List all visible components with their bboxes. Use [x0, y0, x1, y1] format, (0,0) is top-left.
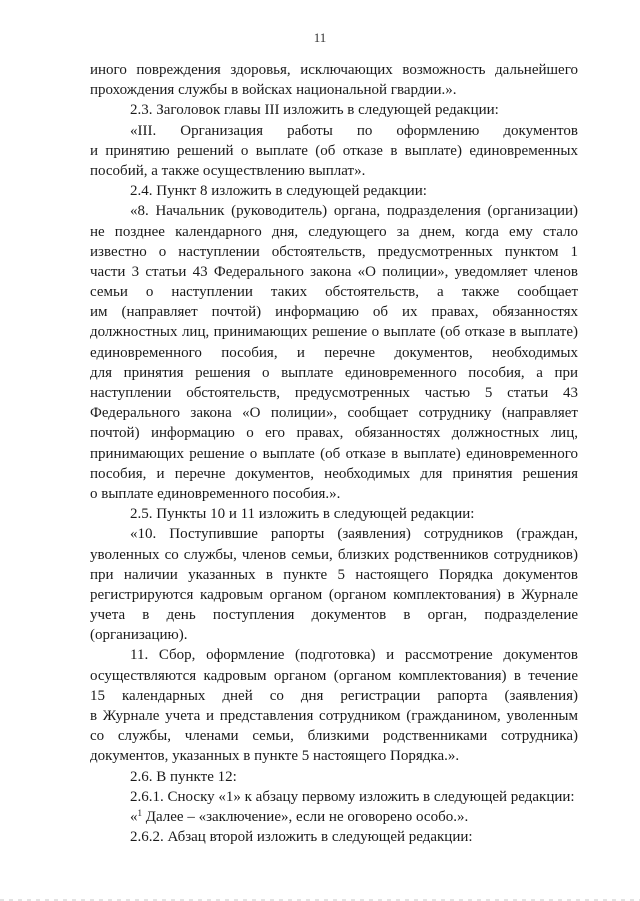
page-number: 11 [313, 30, 327, 45]
text-line: 2.5. Пункты 10 и 11 изложить в следующей редакции: [130, 506, 475, 523]
text-line: осуществляются кадровым органом (органом комплектования) в течение [90, 667, 578, 684]
text-line: учета в день поступления документов в орган, подразделение [90, 607, 578, 624]
text-line: (организацию). [90, 627, 188, 644]
text-line: уволенных со службы, членов семьи, близких родственников сотрудников) [90, 546, 578, 563]
text-line: прохождения службы в войсках национальной гвардии.». [90, 82, 457, 99]
text-line: «III. Организация работы по оформлению документов [130, 122, 578, 139]
footnote-marker: 1 [137, 807, 142, 818]
text-line: Федерального закона «О полиции», сообщает сотруднику (направляет [90, 405, 578, 422]
text-line: должностных лиц, принимающих решение о выплате (об отказе в выплате) [90, 324, 578, 341]
text-line: 15 календарных дней со дня регистрации рапорта (заявления) [90, 687, 578, 704]
text-line: принимающих решение о выплате (об отказе в выплате) единовременного [90, 445, 578, 462]
text-line: «$^1$ Далее – «заключение», если не оговорено особо.». [130, 807, 469, 825]
text-line: 2.6.1. Сноску «1» к абзацу первому изложить в следующей редакции: [130, 788, 575, 805]
text-line: известно о наступлении обстоятельств, предусмотренных пунктом 1 [90, 243, 578, 260]
text-line: им (направляет почтой) информацию об их правах, обязанностях [90, 304, 578, 321]
text-line: о выплате единовременного пособия.». [90, 485, 341, 502]
text-line: для принятия решения о выплате единовременного пособия, а при [90, 364, 578, 381]
text-line: 2.6. В пункте 12: [130, 768, 237, 785]
text-line: со службы, членами семьи, близкими родственниками сотрудника) [90, 728, 578, 745]
text-line: «10. Поступившие рапорты (заявления) сотрудников (граждан, [130, 526, 578, 543]
document-body [90, 60, 578, 847]
text-line: не позднее календарного дня, следующего за днем, когда ему стало [90, 223, 578, 240]
text-line: части 3 статьи 43 Федерального закона «О полиции», уведомляет членов [90, 263, 578, 280]
text-line: 2.3. Заголовок главы III изложить в следующей редакции: [130, 102, 499, 119]
text-line: пособий, а также осуществлению выплат». [90, 162, 366, 179]
text-line: в Журнале учета и представления сотрудником (гражданином, уволенным [90, 708, 578, 724]
text-line: 11. Сбор, оформление (подготовка) и рассмотрение документов [130, 647, 578, 664]
text-line: документов, указанных в пункте 5 настоящего Порядка.». [90, 748, 460, 765]
text-line: «8. Начальник (руководитель) органа, подразделения (организации) [130, 203, 578, 220]
text-line: при наличии указанных в пункте 5 настоящего Порядка документов [90, 566, 578, 583]
text-line: наступлении обстоятельств, предусмотренных частью 5 статьи 43 [90, 385, 578, 401]
text-line: почтой) информацию о его правах, обязанностях должностных лиц, [90, 425, 578, 442]
text-line: 2.6.2. Абзац второй изложить в следующей редакции: [130, 829, 473, 846]
text-line: 2.4. Пункт 8 изложить в следующей редакции: [130, 183, 427, 200]
text-line: иного повреждения здоровья, исключающих возможность дальнейшего [90, 62, 578, 78]
text-line: пособия, и перечне документов, необходимых для принятия решения [90, 465, 578, 482]
text-line: семьи о наступлении таких обстоятельств, а также сообщает [90, 284, 578, 301]
text-line: регистрируются кадровым органом (органом комплектования) в Журнале [90, 586, 578, 603]
text-line: и принятию решений о выплате (об отказе в выплате) единовременных [90, 142, 578, 159]
text-line: единовременного пособия, и перечне документов, необходимых [90, 344, 578, 361]
